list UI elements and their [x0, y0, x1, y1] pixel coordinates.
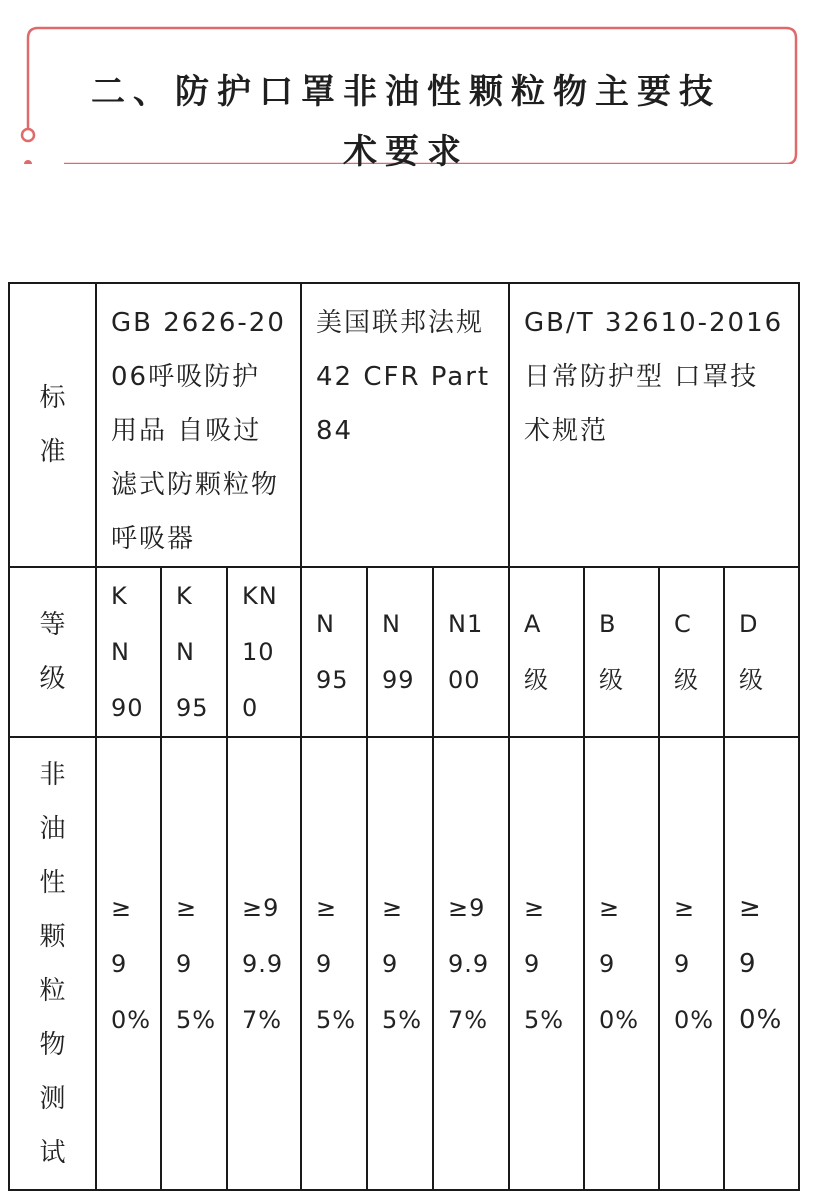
value-d: ≥ 9 0% — [724, 737, 799, 1190]
title-line-2: 术要求 — [343, 132, 469, 172]
standard-gb2626: GB 2626-2006呼吸防护用品 自吸过滤式防颗粒物呼吸器 — [96, 283, 301, 567]
grade-n99: N 99 — [367, 567, 433, 737]
test-row — [9, 737, 799, 1190]
page-title — [14, 62, 798, 182]
value-kn95: ≥ 9 5% — [161, 737, 227, 1190]
grade-kn100: KN 10 0 — [227, 567, 301, 737]
section-title-box — [14, 24, 798, 172]
value-a: ≥ 9 5% — [509, 737, 584, 1190]
grade-a: A 级 — [509, 567, 584, 737]
grade-n95: N 95 — [301, 567, 367, 737]
grade-d: D 级 — [724, 567, 799, 737]
grade-kn95: K N 95 — [161, 567, 227, 737]
spec-table — [8, 282, 800, 1191]
grade-b: B 级 — [584, 567, 659, 737]
title-line-1: 二、防护口罩非油性颗粒物主要技 — [91, 72, 721, 112]
value-n100: ≥9 9.9 7% — [433, 737, 509, 1190]
row-header-grade: 等 级 — [9, 567, 96, 737]
value-kn90: ≥ 9 0% — [96, 737, 161, 1190]
grade-kn90: K N 90 — [96, 567, 161, 737]
row-header-standard: 标 准 — [9, 283, 96, 567]
value-c: ≥ 9 0% — [659, 737, 724, 1190]
standard-gbt32610: GB/T 32610-2016日常防护型 口罩技术规范 — [509, 283, 799, 567]
grade-n100: N1 00 — [433, 567, 509, 737]
value-kn100: ≥9 9.9 7% — [227, 737, 301, 1190]
standard-42cfr84: 美国联邦法规42 CFR Part 84 — [301, 283, 509, 567]
grade-c: C 级 — [659, 567, 724, 737]
value-n99: ≥ 9 5% — [367, 737, 433, 1190]
row-header-test: 非 油 性 颗 粒 物 测 试 — [9, 737, 96, 1190]
value-n95: ≥ 9 5% — [301, 737, 367, 1190]
standard-row — [9, 283, 799, 567]
grade-row — [9, 567, 799, 737]
value-b: ≥ 9 0% — [584, 737, 659, 1190]
